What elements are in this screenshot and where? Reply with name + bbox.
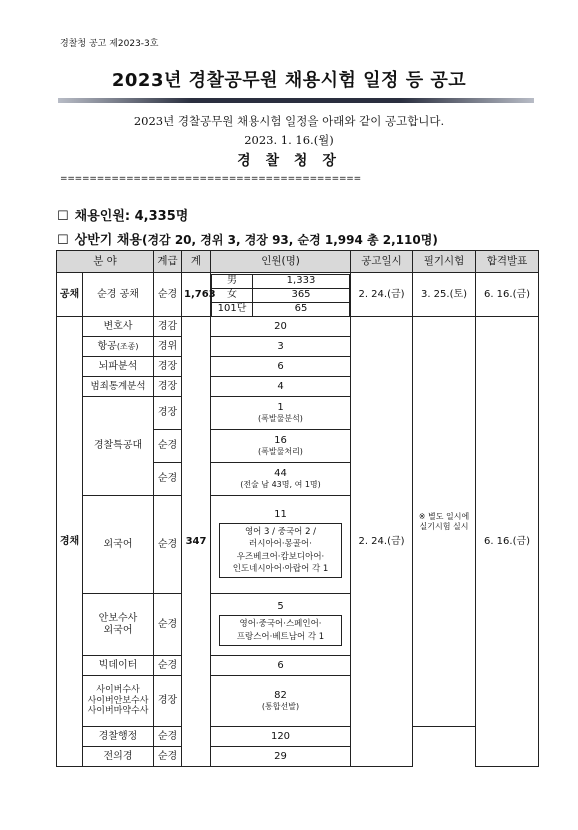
- breakdown-label: 女: [212, 288, 253, 302]
- field-aviation-sub: (조종): [116, 341, 139, 351]
- rank-special-forces-3: 순경: [154, 463, 182, 496]
- field-aviation: [83, 337, 154, 357]
- count-cyber: [211, 676, 351, 727]
- detail-line: 인도네시아어·아랍어 각 1: [232, 563, 329, 574]
- count-aviation: 3: [211, 337, 351, 357]
- divider-line: =========================================: [60, 174, 361, 184]
- written-note-gyeongchae: ※ 별도 일시에 실기시험 실시: [413, 317, 476, 727]
- field-brainwave: 뇌파분석: [83, 357, 154, 377]
- count-brainwave: 6: [211, 357, 351, 377]
- announce-gyeongchae: 2. 24.(금): [351, 317, 413, 767]
- gongchae-breakdown: [211, 273, 351, 317]
- count-special-forces-1: [211, 397, 351, 430]
- detail-line: 우즈베크어·캄보디아어·: [236, 551, 325, 562]
- field-line: 사이버마약수사: [87, 706, 149, 717]
- section-first-half: [57, 229, 438, 248]
- rank-security-lang: 순경: [154, 594, 182, 656]
- header-count: 인원(명): [211, 251, 351, 273]
- group-gyeongchae: 경채: [57, 317, 83, 767]
- result-gongchae: 6. 16.(금): [476, 273, 539, 317]
- header-announce: 공고일시: [351, 251, 413, 273]
- breakdown-label: 男: [212, 274, 253, 288]
- announce-gongchae: 2. 24.(금): [351, 273, 413, 317]
- detail-line: 영어 3 / 중국어 2 /: [244, 526, 317, 537]
- field-security-lang: [83, 594, 154, 656]
- header-written: 필기시험: [413, 251, 476, 273]
- breakdown-value: 65: [253, 302, 350, 316]
- table-row-lawyer: [57, 317, 539, 337]
- field-admin: 경찰행정: [83, 727, 154, 747]
- field-line: 사이버수사: [96, 684, 140, 695]
- count-value: 44: [274, 468, 287, 480]
- breakdown-label: 101단: [212, 302, 253, 316]
- field-lawyer: 변호사: [83, 317, 154, 337]
- table-row-admin: [57, 727, 539, 747]
- checkbox-bullet-icon: ☐: [57, 209, 69, 224]
- section-total-recruitment: [57, 205, 188, 224]
- field-special-forces: 경찰특공대: [83, 397, 154, 496]
- security-lang-detail-box: [219, 615, 342, 646]
- field-line: 안보수사: [98, 612, 138, 624]
- count-admin: 120: [211, 727, 351, 747]
- rank-cyber: 경장: [154, 676, 182, 727]
- rank-special-forces-2: 순경: [154, 430, 182, 463]
- table-header-row: [57, 251, 539, 273]
- count-special-forces-2: [211, 430, 351, 463]
- rank-gongchae: 순경: [154, 273, 182, 317]
- header-result: 합격발표: [476, 251, 539, 273]
- count-bigdata: 6: [211, 656, 351, 676]
- detail-line: 프랑스어·베트남어 각 1: [236, 631, 325, 642]
- rank-aviation: 경위: [154, 337, 182, 357]
- rank-brainwave: 경장: [154, 357, 182, 377]
- intro-text: 2023년 경찰공무원 채용시험 일정을 아래와 같이 공고합니다.: [133, 114, 445, 128]
- field-line: 외국어: [103, 624, 133, 636]
- checkbox-bullet-icon: ☐: [57, 233, 69, 248]
- header-rank: 계급: [154, 251, 182, 273]
- field-crime-stats: 범죄통계분석: [83, 377, 154, 397]
- field-cyber: [83, 676, 154, 727]
- foreign-lang-detail-box: [219, 523, 342, 578]
- count-value: 82: [274, 690, 287, 702]
- rank-bigdata: 순경: [154, 656, 182, 676]
- count-security-lang: [211, 594, 351, 656]
- section-first-half-text: 상반기 채용: [74, 233, 142, 248]
- detail-line: 러시아어·몽골어·: [249, 539, 312, 550]
- count-note: (폭발물처리): [258, 447, 303, 457]
- count-crime-stats: 4: [211, 377, 351, 397]
- rank-conscript: 순경: [154, 747, 182, 767]
- rank-crime-stats: 경장: [154, 377, 182, 397]
- table-row-gongchae: [57, 273, 539, 317]
- count-value: 1: [277, 402, 284, 414]
- header-total: 계: [182, 251, 211, 273]
- count-value: 5: [277, 601, 284, 613]
- field-conscript: 전의경: [83, 747, 154, 767]
- detail-line: 영어·중국어·스페인어·: [239, 619, 322, 630]
- total-gyeongchae: 347: [182, 317, 211, 767]
- notice-number: 경찰청 공고 제2023-3호: [60, 39, 159, 49]
- count-note: (통합선발): [261, 702, 300, 712]
- breakdown-value: 1,333: [253, 274, 350, 288]
- count-lawyer: 20: [211, 317, 351, 337]
- field-bigdata: 빅데이터: [83, 656, 154, 676]
- table-row-conscript: [57, 747, 539, 767]
- result-gyeongchae: 6. 16.(금): [476, 317, 539, 767]
- field-foreign-lang: 외국어: [83, 496, 154, 594]
- rank-special-forces-1: 경장: [154, 397, 182, 430]
- count-note: (전술 남 43명, 여 1명): [240, 480, 321, 490]
- issuer: 경 찰 청 장: [237, 153, 341, 169]
- count-special-forces-3: [211, 463, 351, 496]
- page-title: 2023년 경찰공무원 채용시험 일정 등 공고: [111, 70, 467, 91]
- rank-admin: 순경: [154, 727, 182, 747]
- count-foreign-lang: [211, 496, 351, 594]
- field-line: 사이버안보수사: [87, 695, 149, 706]
- title-underline-bar: [58, 98, 534, 103]
- count-conscript: 29: [211, 747, 351, 767]
- rank-lawyer: 경감: [154, 317, 182, 337]
- count-note: (폭발물분석): [258, 414, 303, 424]
- count-value: 16: [274, 435, 287, 447]
- field-aviation-main: 항공: [97, 340, 117, 352]
- section-total-text: 채용인원: 4,335명: [74, 209, 189, 224]
- section-first-half-detail: (경감 20, 경위 3, 경장 93, 순경 1,994 총 2,110명): [141, 233, 438, 247]
- header-field: 분 야: [57, 251, 154, 273]
- rank-foreign-lang: 순경: [154, 496, 182, 594]
- total-gongchae: 1,763: [182, 273, 211, 317]
- written-gongchae: 3. 25.(토): [413, 273, 476, 317]
- count-value: 11: [274, 508, 287, 520]
- group-gongchae: 공채: [57, 273, 83, 317]
- schedule-table: [56, 250, 539, 767]
- notice-date: 2023. 1. 16.(월): [244, 133, 334, 147]
- field-gongchae: 순경 공채: [83, 273, 154, 317]
- breakdown-value: 365: [253, 288, 350, 302]
